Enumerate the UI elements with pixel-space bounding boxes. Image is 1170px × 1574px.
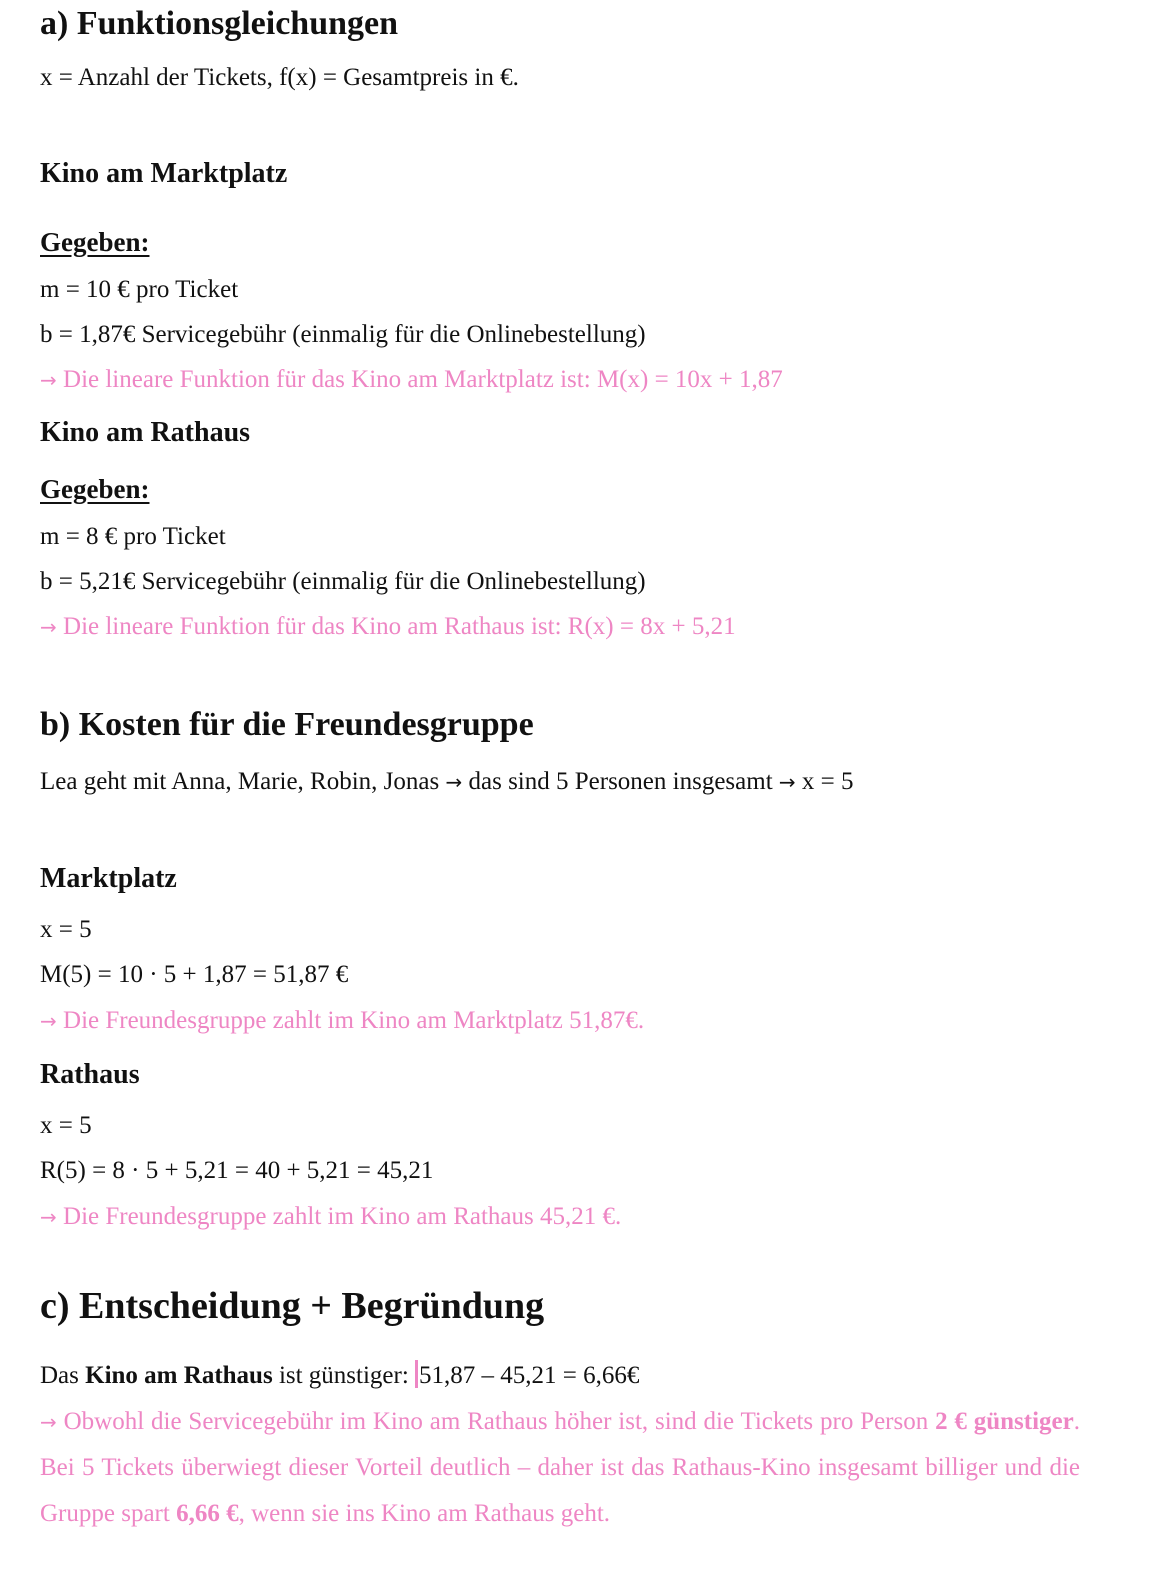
arrow-icon: → [40, 1009, 57, 1033]
decision-lead-1: Das [40, 1362, 86, 1389]
decision-line [40, 1360, 639, 1392]
reasoning-bold-1: 2 € günstiger [935, 1408, 1074, 1435]
variable-definition: x = Anzahl der Tickets, f(x) = Gesamtpreis in €. [40, 64, 519, 91]
reasoning-bold-2: 6,66 € [176, 1500, 239, 1527]
group-intro-part2: das sind 5 Personen insgesamt [468, 768, 773, 795]
b-marktplatz-result-text: Die Freundesgruppe zahlt im Kino am Marktplatz 51,87€. [63, 1007, 645, 1034]
b-rathaus-calculation: R(5) = 8 · 5 + 5,21 = 40 + 5,21 = 45,21 [40, 1157, 434, 1184]
decision-lead-2: ist günstiger: [272, 1362, 416, 1389]
b-marktplatz-result [40, 1005, 644, 1037]
section-c-heading: c) Entscheidung + Begründung [40, 1285, 545, 1327]
rathaus-intercept-line: b = 5,21€ Servicegebühr (einmalig für die Onlinebestellung) [40, 568, 646, 595]
b-rathaus-heading: Rathaus [40, 1059, 140, 1090]
decision-calculation: 51,87 – 45,21 = 6,66€ [419, 1362, 640, 1389]
rathaus-function-formula: R(x) = 8x + 5,21 [567, 613, 736, 640]
arrow-icon: → [778, 770, 796, 794]
b-marktplatz-heading: Marktplatz [40, 863, 177, 894]
marktplatz-given-label: Gegeben: [40, 227, 150, 257]
arrow-icon: → [40, 1205, 57, 1229]
arrow-icon: → [40, 615, 57, 639]
marktplatz-intercept-line: b = 1,87€ Servicegebühr (einmalig für die Onlinebestellung) [40, 321, 646, 348]
arrow-icon: → [40, 1410, 57, 1434]
marktplatz-function-formula: M(x) = 10x + 1,87 [596, 366, 783, 393]
marktplatz-result-text: Die lineare Funktion für das Kino am Marktplatz ist: [63, 366, 597, 393]
group-intro [40, 766, 854, 798]
group-intro-part1: Lea geht mit Anna, Marie, Robin, Jonas [40, 768, 440, 795]
marktplatz-slope-line: m = 10 € pro Ticket [40, 276, 239, 303]
group-intro-part3: x = 5 [801, 768, 854, 795]
b-rathaus-result [40, 1201, 621, 1233]
arrow-icon: → [40, 368, 57, 392]
b-marktplatz-x-line: x = 5 [40, 916, 92, 943]
rathaus-function-result [40, 611, 736, 643]
rathaus-result-text: Die lineare Funktion für das Kino am Rathaus ist: [63, 613, 568, 640]
decision-reasoning [40, 1399, 1080, 1537]
b-rathaus-x-line: x = 5 [40, 1112, 92, 1139]
rathaus-slope-line: m = 8 € pro Ticket [40, 523, 226, 550]
marktplatz-heading: Kino am Marktplatz [40, 158, 288, 189]
arrow-icon: → [445, 770, 463, 794]
rathaus-heading: Kino am Rathaus [40, 417, 251, 448]
section-b-heading: b) Kosten für die Freundesgruppe [40, 706, 534, 743]
marktplatz-function-result [40, 364, 783, 396]
rathaus-given-label: Gegeben: [40, 474, 150, 504]
reasoning-part2: . Bei 5 Tickets überwiegt dieser Vorteil deutlich – daher ist das Rathaus-Kino insgesamt billiger und die Gruppe spart [40, 1408, 1081, 1527]
decision-lead-bold: Kino am Rathaus [85, 1362, 273, 1389]
b-rathaus-result-text: Die Freundesgruppe zahlt im Kino am Rathaus 45,21 €. [63, 1203, 622, 1230]
reasoning-part1: Obwohl die Servicegebühr im Kino am Rathaus höher ist, sind die Tickets pro Person [63, 1408, 936, 1435]
text-cursor [415, 1360, 418, 1388]
reasoning-part3: , wenn sie ins Kino am Rathaus geht. [238, 1500, 611, 1527]
section-a-heading: a) Funktionsgleichungen [40, 5, 399, 42]
b-marktplatz-calculation: M(5) = 10 · 5 + 1,87 = 51,87 € [40, 961, 349, 988]
